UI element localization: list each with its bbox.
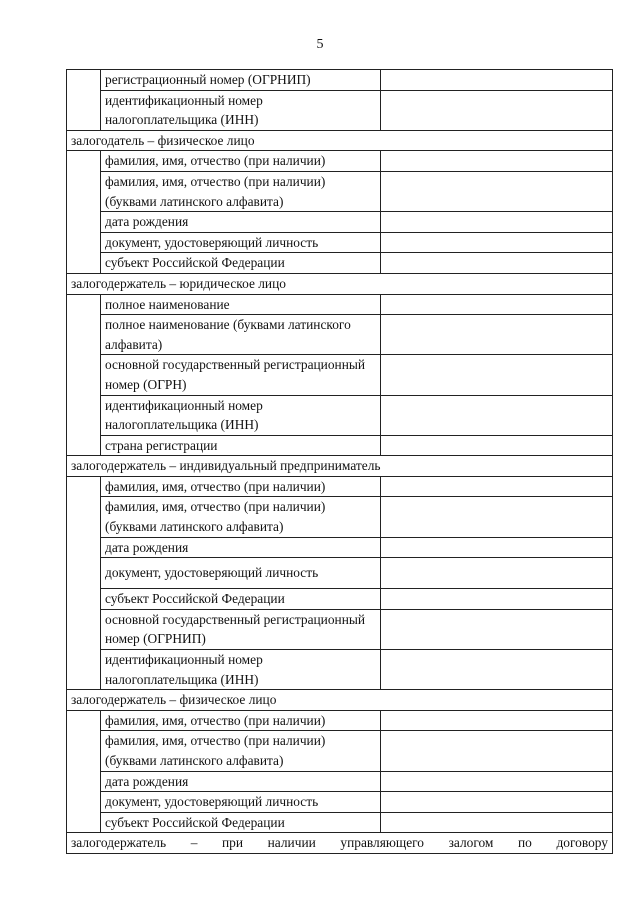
field-label: идентификационный номер налогоплательщика (ИНН) — [101, 90, 381, 130]
field-value-cell[interactable] — [381, 355, 613, 395]
field-value-cell[interactable] — [381, 395, 613, 435]
field-label: фамилия, имя, отчество (при наличии) — [101, 476, 381, 497]
section-header: залогодержатель – юридическое лицо — [67, 273, 613, 294]
table-row — [67, 232, 613, 253]
field-label: субъект Российской Федерации — [101, 812, 381, 833]
section-header: залогодатель – физическое лицо — [67, 130, 613, 151]
table-row — [67, 650, 613, 690]
table-row — [67, 395, 613, 435]
indent-cell — [67, 151, 101, 274]
field-value-cell[interactable] — [381, 212, 613, 233]
table-row — [67, 771, 613, 792]
table-row — [67, 355, 613, 395]
field-label: фамилия, имя, отчество (при наличии) (буквами латинского алфавита) — [101, 731, 381, 771]
field-label: идентификационный номер налогоплательщика (ИНН) — [101, 650, 381, 690]
indent-cell — [67, 294, 101, 456]
table-row — [67, 589, 613, 610]
section-header-row — [67, 273, 613, 294]
field-label: полное наименование — [101, 294, 381, 315]
field-label: документ, удостоверяющий личность — [101, 232, 381, 253]
field-value-cell[interactable] — [381, 710, 613, 731]
table-row — [67, 435, 613, 456]
indent-cell — [67, 476, 101, 689]
table-row — [67, 315, 613, 355]
field-value-cell[interactable] — [381, 497, 613, 537]
field-value-cell[interactable] — [381, 558, 613, 589]
field-value-cell[interactable] — [381, 294, 613, 315]
field-label: регистрационный номер (ОГРНИП) — [101, 70, 381, 91]
registry-form-table — [66, 69, 613, 854]
table-row — [67, 609, 613, 649]
table-row — [67, 294, 613, 315]
field-label: дата рождения — [101, 537, 381, 558]
field-label: фамилия, имя, отчество (при наличии) (буквами латинского алфавита) — [101, 171, 381, 211]
field-value-cell[interactable] — [381, 609, 613, 649]
field-value-cell[interactable] — [381, 171, 613, 211]
field-label: субъект Российской Федерации — [101, 589, 381, 610]
section-header-row — [67, 456, 613, 477]
table-row — [67, 731, 613, 771]
table-row — [67, 212, 613, 233]
field-value-cell[interactable] — [381, 476, 613, 497]
field-value-cell[interactable] — [381, 731, 613, 771]
field-label: основной государственный регистрационный номер (ОГРНИП) — [101, 609, 381, 649]
indent-cell — [67, 70, 101, 131]
table-row — [67, 70, 613, 91]
field-value-cell[interactable] — [381, 70, 613, 91]
field-label: полное наименование (буквами латинского алфавита) — [101, 315, 381, 355]
table-row — [67, 253, 613, 274]
table-row — [67, 476, 613, 497]
field-label: дата рождения — [101, 212, 381, 233]
field-label: идентификационный номер налогоплательщика (ИНН) — [101, 395, 381, 435]
indent-cell — [67, 710, 101, 833]
table-row — [67, 537, 613, 558]
field-value-cell[interactable] — [381, 812, 613, 833]
field-label: субъект Российской Федерации — [101, 253, 381, 274]
page-number: 5 — [316, 37, 324, 52]
field-value-cell[interactable] — [381, 650, 613, 690]
section-header-row — [67, 130, 613, 151]
section-header: залогодержатель – физическое лицо — [67, 690, 613, 711]
section-header-row — [67, 690, 613, 711]
section-header-row — [67, 833, 613, 854]
table-row — [67, 171, 613, 211]
table-row — [67, 90, 613, 130]
field-value-cell[interactable] — [381, 151, 613, 172]
field-value-cell[interactable] — [381, 435, 613, 456]
field-label: фамилия, имя, отчество (при наличии) — [101, 710, 381, 731]
field-value-cell[interactable] — [381, 792, 613, 813]
table-row — [67, 710, 613, 731]
table-row — [67, 151, 613, 172]
field-label: дата рождения — [101, 771, 381, 792]
section-header: залогодержатель – при наличии управляющего залогом по договору — [67, 833, 613, 854]
field-value-cell[interactable] — [381, 90, 613, 130]
field-label: страна регистрации — [101, 435, 381, 456]
table-row — [67, 558, 613, 589]
field-value-cell[interactable] — [381, 537, 613, 558]
field-value-cell[interactable] — [381, 771, 613, 792]
field-label: фамилия, имя, отчество (при наличии) (буквами латинского алфавита) — [101, 497, 381, 537]
field-label: основной государственный регистрационный номер (ОГРН) — [101, 355, 381, 395]
field-value-cell[interactable] — [381, 315, 613, 355]
field-value-cell[interactable] — [381, 253, 613, 274]
section-header: залогодержатель – индивидуальный предприниматель — [67, 456, 613, 477]
field-value-cell[interactable] — [381, 232, 613, 253]
field-label: фамилия, имя, отчество (при наличии) — [101, 151, 381, 172]
table-row — [67, 497, 613, 537]
table-row — [67, 812, 613, 833]
field-value-cell[interactable] — [381, 589, 613, 610]
field-label: документ, удостоверяющий личность — [101, 792, 381, 813]
field-label: документ, удостоверяющий личность — [101, 558, 381, 589]
table-row — [67, 792, 613, 813]
